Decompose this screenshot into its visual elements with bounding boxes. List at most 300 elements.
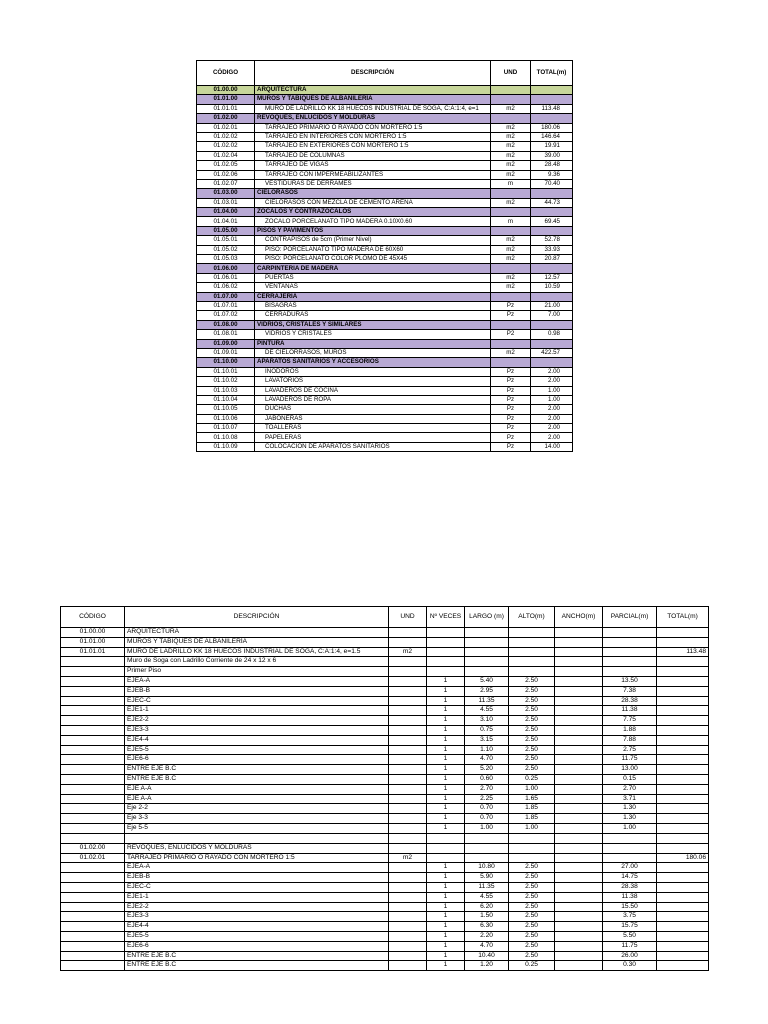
detail-height-cell: 2.50: [509, 931, 555, 941]
detail-times-cell: [427, 628, 465, 638]
summary-total-cell: 12.57: [531, 273, 573, 282]
detail-code-cell: 01.00.00: [61, 628, 125, 638]
summary-code-cell: 01.03.00: [197, 189, 255, 198]
detail-width-cell: [555, 696, 603, 706]
detail-partial-cell: 1.88: [603, 725, 657, 735]
detail-height-cell: 2.50: [509, 735, 555, 745]
summary-total-cell: 7.00: [531, 311, 573, 320]
summary-description-cell: TARRAJEO EN INTERIORES CON MORTERO 1:5: [255, 132, 491, 141]
summary-header-total: TOTAL(m): [531, 61, 573, 86]
summary-description-cell: CERRADURAS: [255, 311, 491, 320]
detail-times-cell: 1: [427, 735, 465, 745]
detail-description-cell: EJE1-1: [125, 892, 389, 902]
summary-unit-cell: Pz: [491, 377, 531, 386]
detail-row: [61, 735, 709, 745]
summary-description-cell: CIELORASOS CON MEZCLA DE CEMENTO ARENA: [255, 198, 491, 207]
detail-times-cell: 1: [427, 922, 465, 932]
detail-times-cell: 1: [427, 745, 465, 755]
summary-row: [197, 226, 573, 235]
detail-length-cell: 4.70: [465, 941, 509, 951]
detail-length-cell: 2.70: [465, 784, 509, 794]
detail-height-cell: 2.50: [509, 922, 555, 932]
summary-code-cell: 01.01.00: [197, 95, 255, 104]
detail-length-cell: 2.25: [465, 794, 509, 804]
summary-code-cell: 01.07.00: [197, 292, 255, 301]
summary-row: [197, 123, 573, 132]
summary-unit-cell: m2: [491, 170, 531, 179]
summary-row: [197, 414, 573, 423]
detail-total-cell: [657, 657, 709, 667]
detail-description-cell: EJEA-A: [125, 863, 389, 873]
detail-unit-cell: [389, 941, 427, 951]
detail-width-cell: [555, 774, 603, 784]
summary-unit-cell: Pz: [491, 442, 531, 451]
detail-description-cell: EJE5-5: [125, 745, 389, 755]
summary-unit-cell: [491, 114, 531, 123]
summary-description-cell: VIDRIOS, CRISTALES Y SIMILARES: [255, 320, 491, 329]
detail-description-cell: Muro de Soga con Ladrillo Corriente de 24 x 12 x 6: [125, 657, 389, 667]
detail-total-cell: [657, 912, 709, 922]
summary-row: [197, 236, 573, 245]
detail-width-cell: [555, 676, 603, 686]
summary-description-cell: INODOROS: [255, 367, 491, 376]
detail-description-cell: EJE3-3: [125, 725, 389, 735]
detail-row: [61, 892, 709, 902]
detail-row: [61, 833, 709, 843]
detail-unit-cell: [389, 765, 427, 775]
summary-unit-cell: [491, 189, 531, 198]
detail-partial-cell: [603, 637, 657, 647]
detail-width-cell: [555, 716, 603, 726]
summary-description-cell: PINTURA: [255, 339, 491, 348]
summary-code-cell: 01.10.05: [197, 405, 255, 414]
detail-code-cell: [61, 804, 125, 814]
detail-length-cell: 1.50: [465, 912, 509, 922]
summary-unit-cell: Pz: [491, 311, 531, 320]
summary-code-cell: 01.10.01: [197, 367, 255, 376]
detail-row: [61, 863, 709, 873]
summary-code-cell: 01.10.04: [197, 395, 255, 404]
summary-header-row: [197, 61, 573, 86]
summary-total-cell: [531, 208, 573, 217]
detail-partial-cell: 13.00: [603, 765, 657, 775]
summary-unit-cell: m2: [491, 161, 531, 170]
summary-code-cell: 01.02.02: [197, 142, 255, 151]
detail-unit-cell: [389, 882, 427, 892]
detail-unit-cell: [389, 628, 427, 638]
detail-times-cell: 1: [427, 686, 465, 696]
summary-code-cell: 01.02.00: [197, 114, 255, 123]
detail-height-cell: 2.50: [509, 882, 555, 892]
detail-height-cell: 2.50: [509, 716, 555, 726]
detail-header-height: ALTO(m): [509, 607, 555, 628]
detail-total-cell: [657, 637, 709, 647]
detail-code-cell: [61, 696, 125, 706]
summary-row: [197, 442, 573, 451]
summary-unit-cell: Pz: [491, 301, 531, 310]
detail-width-cell: [555, 794, 603, 804]
detail-times-cell: 1: [427, 706, 465, 716]
summary-row: [197, 320, 573, 329]
summary-row: [197, 95, 573, 104]
detail-partial-cell: 3.71: [603, 794, 657, 804]
summary-description-cell: PAPELERAS: [255, 433, 491, 442]
summary-description-cell: TARRAJEO CON IMPERMEABILIZANTES: [255, 170, 491, 179]
detail-total-cell: [657, 823, 709, 833]
detail-code-cell: [61, 931, 125, 941]
summary-code-cell: 01.02.06: [197, 170, 255, 179]
detail-header-code: CÓDIGO: [61, 607, 125, 628]
detail-times-cell: [427, 657, 465, 667]
detail-width-cell: [555, 823, 603, 833]
detail-total-cell: [657, 725, 709, 735]
detail-width-cell: [555, 941, 603, 951]
detail-partial-cell: 14.75: [603, 873, 657, 883]
detail-width-cell: [555, 961, 603, 971]
detail-code-cell: [61, 951, 125, 961]
detail-length-cell: 1.20: [465, 961, 509, 971]
detail-times-cell: 1: [427, 873, 465, 883]
detail-row: [61, 951, 709, 961]
summary-code-cell: 01.02.04: [197, 151, 255, 160]
detail-description-cell: Eje 5-5: [125, 823, 389, 833]
summary-row: [197, 104, 573, 113]
summary-row: [197, 132, 573, 141]
summary-total-cell: 10.59: [531, 283, 573, 292]
detail-partial-cell: 1.30: [603, 804, 657, 814]
summary-unit-cell: [491, 208, 531, 217]
detail-unit-cell: [389, 667, 427, 677]
detail-description-cell: ENTRE EJE B.C: [125, 765, 389, 775]
detail-code-cell: [61, 873, 125, 883]
detail-total-cell: [657, 784, 709, 794]
summary-unit-cell: m: [491, 179, 531, 188]
summary-code-cell: 01.05.02: [197, 245, 255, 254]
detail-length-cell: 10.80: [465, 863, 509, 873]
detail-times-cell: [427, 647, 465, 657]
summary-description-cell: DUCHAS: [255, 405, 491, 414]
detail-unit-cell: [389, 735, 427, 745]
detail-description-cell: ENTRE EJE B.C: [125, 774, 389, 784]
detail-description-cell: EJE2-2: [125, 902, 389, 912]
detail-row: [61, 706, 709, 716]
summary-unit-cell: Pz: [491, 433, 531, 442]
summary-row: [197, 395, 573, 404]
detail-total-cell: [657, 882, 709, 892]
detail-partial-cell: [603, 833, 657, 843]
summary-total-cell: [531, 292, 573, 301]
summary-total-cell: 113.48: [531, 104, 573, 113]
summary-row: [197, 86, 573, 95]
detail-length-cell: 1.00: [465, 823, 509, 833]
detail-unit-cell: [389, 696, 427, 706]
detail-total-cell: [657, 902, 709, 912]
summary-total-cell: [531, 358, 573, 367]
detail-width-cell: [555, 931, 603, 941]
detail-partial-cell: 2.75: [603, 745, 657, 755]
detail-row: [61, 794, 709, 804]
detail-partial-cell: 28.38: [603, 882, 657, 892]
detail-table: [60, 606, 709, 971]
summary-description-cell: PISOS Y PAVIMENTOS: [255, 226, 491, 235]
detail-row: [61, 647, 709, 657]
detail-row: [61, 755, 709, 765]
summary-unit-cell: Pz: [491, 424, 531, 433]
detail-total-cell: [657, 676, 709, 686]
detail-height-cell: 0.25: [509, 961, 555, 971]
detail-description-cell: Eje 2-2: [125, 804, 389, 814]
detail-partial-cell: 2.70: [603, 784, 657, 794]
summary-description-cell: TARRAJEO PRIMARIO O RAYADO CON MORTERO 1:5: [255, 123, 491, 132]
detail-code-cell: 01.02.01: [61, 853, 125, 863]
detail-width-cell: [555, 912, 603, 922]
detail-length-cell: [465, 647, 509, 657]
detail-total-cell: [657, 735, 709, 745]
detail-length-cell: [465, 667, 509, 677]
detail-total-cell: [657, 774, 709, 784]
detail-row: [61, 823, 709, 833]
detail-width-cell: [555, 843, 603, 853]
summary-unit-cell: Pz: [491, 367, 531, 376]
detail-unit-cell: m2: [389, 647, 427, 657]
detail-code-cell: [61, 814, 125, 824]
detail-length-cell: 0.60: [465, 774, 509, 784]
summary-code-cell: 01.06.01: [197, 273, 255, 282]
detail-total-cell: [657, 667, 709, 677]
detail-total-cell: [657, 833, 709, 843]
detail-row: [61, 686, 709, 696]
summary-code-cell: 01.10.03: [197, 386, 255, 395]
summary-row: [197, 198, 573, 207]
detail-partial-cell: 11.38: [603, 892, 657, 902]
detail-height-cell: 2.50: [509, 706, 555, 716]
detail-length-cell: 4.70: [465, 755, 509, 765]
detail-length-cell: 2.95: [465, 686, 509, 696]
summary-total-cell: [531, 264, 573, 273]
summary-unit-cell: m2: [491, 151, 531, 160]
summary-row: [197, 301, 573, 310]
detail-width-cell: [555, 902, 603, 912]
detail-description-cell: EJE5-5: [125, 931, 389, 941]
detail-width-cell: [555, 804, 603, 814]
detail-body: [61, 628, 709, 971]
detail-height-cell: 2.50: [509, 892, 555, 902]
summary-code-cell: 01.09.01: [197, 348, 255, 357]
summary-unit-cell: m2: [491, 198, 531, 207]
summary-description-cell: JABONERAS: [255, 414, 491, 423]
detail-code-cell: [61, 961, 125, 971]
detail-times-cell: [427, 637, 465, 647]
detail-length-cell: 0.70: [465, 804, 509, 814]
summary-total-cell: 2.00: [531, 367, 573, 376]
detail-unit-cell: [389, 931, 427, 941]
detail-width-cell: [555, 647, 603, 657]
summary-row: [197, 189, 573, 198]
detail-partial-cell: 11.38: [603, 706, 657, 716]
summary-unit-cell: m2: [491, 142, 531, 151]
detail-partial-cell: 7.38: [603, 686, 657, 696]
detail-width-cell: [555, 873, 603, 883]
summary-code-cell: 01.10.07: [197, 424, 255, 433]
summary-total-cell: 1.00: [531, 395, 573, 404]
summary-description-cell: ARQUITECTURA: [255, 86, 491, 95]
summary-row: [197, 142, 573, 151]
detail-times-cell: 1: [427, 804, 465, 814]
summary-header-unit: UND: [491, 61, 531, 86]
detail-width-cell: [555, 833, 603, 843]
summary-code-cell: 01.10.08: [197, 433, 255, 442]
summary-row: [197, 386, 573, 395]
detail-partial-cell: [603, 853, 657, 863]
summary-unit-cell: [491, 264, 531, 273]
summary-description-cell: REVOQUES, ENLUCIDOS Y MOLDURAS: [255, 114, 491, 123]
detail-height-cell: [509, 843, 555, 853]
summary-description-cell: TARRAJEO DE COLUMNAS: [255, 151, 491, 160]
detail-row: [61, 902, 709, 912]
detail-partial-cell: [603, 657, 657, 667]
detail-partial-cell: 27.00: [603, 863, 657, 873]
detail-description-cell: EJE2-2: [125, 716, 389, 726]
detail-unit-cell: [389, 686, 427, 696]
summary-total-cell: 70.40: [531, 179, 573, 188]
summary-row: [197, 377, 573, 386]
detail-height-cell: 0.25: [509, 774, 555, 784]
summary-code-cell: 01.05.01: [197, 236, 255, 245]
detail-description-cell: Eje 3-3: [125, 814, 389, 824]
summary-unit-cell: [491, 339, 531, 348]
detail-partial-cell: 5.50: [603, 931, 657, 941]
summary-total-cell: 2.00: [531, 433, 573, 442]
detail-row: [61, 941, 709, 951]
detail-header-length: LARGO (m): [465, 607, 509, 628]
detail-description-cell: ARQUITECTURA: [125, 628, 389, 638]
summary-code-cell: 01.02.07: [197, 179, 255, 188]
summary-row: [197, 217, 573, 226]
summary-description-cell: MURO DE LADRILLO KK 18 HUECOS INDUSTRIAL DE SOGA, C:A:1:4, e=1: [255, 104, 491, 113]
detail-times-cell: 1: [427, 823, 465, 833]
detail-code-cell: [61, 902, 125, 912]
detail-width-cell: [555, 814, 603, 824]
detail-partial-cell: 7.75: [603, 716, 657, 726]
summary-description-cell: CARPINTERIA DE MADERA: [255, 264, 491, 273]
summary-total-cell: [531, 95, 573, 104]
detail-times-cell: [427, 833, 465, 843]
summary-row: [197, 255, 573, 264]
detail-unit-cell: [389, 657, 427, 667]
summary-unit-cell: m2: [491, 245, 531, 254]
detail-total-cell: [657, 696, 709, 706]
detail-total-cell: [657, 765, 709, 775]
summary-row: [197, 311, 573, 320]
summary-total-cell: 422.57: [531, 348, 573, 357]
detail-height-cell: 2.50: [509, 725, 555, 735]
detail-partial-cell: [603, 628, 657, 638]
detail-width-cell: [555, 882, 603, 892]
detail-times-cell: 1: [427, 951, 465, 961]
detail-description-cell: MUROS Y TABIQUES DE ALBAÑILERÍA: [125, 637, 389, 647]
summary-description-cell: VENTANAS: [255, 283, 491, 292]
summary-total-cell: 0.98: [531, 330, 573, 339]
summary-row: [197, 273, 573, 282]
summary-description-cell: LAVADEROS DE COCINA: [255, 386, 491, 395]
detail-code-cell: [61, 667, 125, 677]
summary-header-description: DESCRIPCIÓN: [255, 61, 491, 86]
summary-code-cell: 01.08.01: [197, 330, 255, 339]
detail-height-cell: [509, 667, 555, 677]
detail-code-cell: [61, 912, 125, 922]
detail-width-cell: [555, 951, 603, 961]
summary-unit-cell: m2: [491, 348, 531, 357]
summary-unit-cell: m2: [491, 255, 531, 264]
summary-row: [197, 170, 573, 179]
detail-total-cell: [657, 794, 709, 804]
summary-total-cell: [531, 114, 573, 123]
detail-code-cell: [61, 735, 125, 745]
detail-code-cell: 01.01.01: [61, 647, 125, 657]
summary-description-cell: VIDRIOS Y CRISTALES: [255, 330, 491, 339]
detail-times-cell: 1: [427, 725, 465, 735]
detail-header-partial: PARCIAL(m): [603, 607, 657, 628]
summary-row: [197, 424, 573, 433]
detail-width-cell: [555, 863, 603, 873]
detail-height-cell: 2.50: [509, 745, 555, 755]
summary-total-cell: 146.64: [531, 132, 573, 141]
detail-row: [61, 696, 709, 706]
summary-description-cell: CONTRAPISOS de 5cm (Primer Nivel): [255, 236, 491, 245]
detail-row: [61, 628, 709, 638]
detail-unit-cell: [389, 823, 427, 833]
detail-unit-cell: [389, 745, 427, 755]
detail-height-cell: 2.50: [509, 676, 555, 686]
detail-total-cell: [657, 755, 709, 765]
summary-unit-cell: [491, 320, 531, 329]
detail-width-cell: [555, 657, 603, 667]
detail-code-cell: [61, 941, 125, 951]
detail-unit-cell: [389, 843, 427, 853]
detail-row: [61, 676, 709, 686]
summary-code-cell: 01.05.03: [197, 255, 255, 264]
summary-description-cell: TARRAJEO DE VIGAS: [255, 161, 491, 170]
summary-total-cell: 33.93: [531, 245, 573, 254]
summary-total-cell: 1.00: [531, 386, 573, 395]
summary-code-cell: 01.06.02: [197, 283, 255, 292]
detail-height-cell: 2.50: [509, 873, 555, 883]
detail-description-cell: EJE A-A: [125, 784, 389, 794]
summary-description-cell: PUERTAS: [255, 273, 491, 282]
detail-unit-cell: [389, 912, 427, 922]
detail-row: [61, 843, 709, 853]
summary-description-cell: VESTIDURAS DE DERRAMES: [255, 179, 491, 188]
summary-total-cell: 2.00: [531, 405, 573, 414]
detail-row: [61, 853, 709, 863]
summary-total-cell: 19.91: [531, 142, 573, 151]
detail-description-cell: EJEC-C: [125, 696, 389, 706]
detail-total-cell: 180.06: [657, 853, 709, 863]
summary-description-cell: ZOCALOS Y CONTRAZOCALOS: [255, 208, 491, 217]
detail-height-cell: 1.00: [509, 784, 555, 794]
detail-partial-cell: 11.75: [603, 941, 657, 951]
detail-code-cell: [61, 823, 125, 833]
detail-length-cell: 5.20: [465, 765, 509, 775]
detail-description-cell: ENTRE EJE B.C: [125, 951, 389, 961]
detail-row: [61, 931, 709, 941]
detail-partial-cell: 11.75: [603, 755, 657, 765]
summary-code-cell: 01.05.00: [197, 226, 255, 235]
detail-code-cell: [61, 784, 125, 794]
detail-total-cell: [657, 804, 709, 814]
summary-row: [197, 292, 573, 301]
detail-times-cell: [427, 843, 465, 853]
